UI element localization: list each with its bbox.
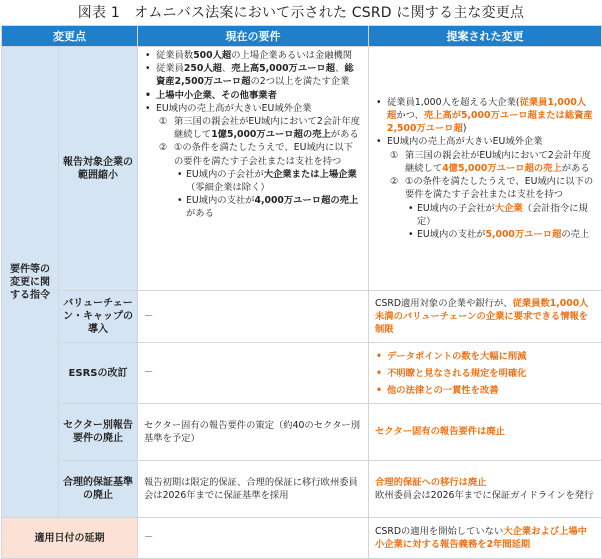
table-row-value-chain [2, 291, 602, 343]
list-subsubitem: • EU域内の支社が4,000万ユーロ超の売上がある [144, 194, 362, 220]
table-row-scope [2, 47, 602, 291]
proposed-delay: CSRDの適用を開始していない大企業および上場中小企業に対する報告義務を2年間延期 [369, 518, 602, 559]
current-esrs: － [138, 343, 369, 404]
row-label-sector: セクター別報告要件の廃止 [59, 404, 138, 461]
proposed-assurance: 合理的保証への移行は廃止 欧州委員会は2026年までに保証ガイドラインを発行 [369, 461, 602, 518]
table-row-assurance [2, 461, 602, 518]
group-label: 要件等の変更に関する指令 [2, 47, 59, 518]
list-item: • 従業員250人超、売上高5,000万ユーロ超、総資産2,500万ユーロ超の2つ以上を満たす企業 [144, 62, 362, 88]
row-label-esrs: ESRSの改訂 [59, 343, 138, 404]
proposed-esrs [369, 343, 602, 404]
header-change-point: 変更点 [2, 26, 138, 47]
table-row-sector [2, 404, 602, 461]
current-delay: － [138, 518, 369, 559]
list-subsubitem: • EU域内の子会社が大企業または上場企業（零細企業は除く） [144, 168, 362, 194]
list-item: • 従業員1,000人を超える大企業(従業員1,000人超かつ、売上高が5,000万ユーロ超または総資産2,500万ユーロ超) [375, 96, 595, 136]
header-row [2, 26, 602, 47]
proposed-value-chain: CSRD適用対象の企業や銀行が、従業員数1,000人未満のバリューチェーンの企業に要求できる情報を制限 [369, 291, 602, 343]
row-label-value-chain: バリューチェーン・キャップの導入 [59, 291, 138, 343]
list-item: • データポイントの数を大幅に削減 [375, 348, 595, 365]
list-item: • 上場中小企業、その他事業者 [144, 89, 362, 102]
list-item: • 他の法律との一貫性を改善 [375, 382, 595, 399]
current-sector: セクター固有の報告要件の策定（約40のセクター別基準を予定） [138, 404, 369, 461]
changes-table [1, 25, 602, 559]
list-subitem: ① 第三国の親会社がEU域内において2会計年度継続して4億5,000万ユーロ超の売上がある [390, 149, 591, 174]
list-subitem: ② ①の条件を満たしたうえで、EU域内に以下の要件を満たす子会社または支社を持つ [159, 142, 353, 167]
current-value-chain: － [138, 291, 369, 343]
list-item: • 従業員数500人超の上場企業あるいは金融機関 [144, 49, 362, 62]
current-scope [138, 47, 369, 291]
header-current-requirements: 現在の要件 [138, 26, 369, 47]
list-subitem: ② ①の条件を満たしたうえで、EU域内に以下の要件を満たす子会社または支社を持つ [390, 176, 594, 201]
row-label-scope: 報告対象企業の範囲縮小 [59, 47, 138, 291]
proposed-scope [369, 47, 602, 291]
list-item: • EU域内の売上高が大きいEU域外企業 [144, 102, 362, 115]
current-assurance: 報告初期は限定的保証、合理的保証に移行欧州委員会は2026年までに保証基準を採用 [138, 461, 369, 518]
row-label-delay: 適用日付の延期 [2, 518, 138, 559]
table-row-delay [2, 518, 602, 559]
list-subitem: ① 第三国の親会社がEU域内において2会計年度継続して1億5,000万ユーロ超の売上がある [159, 116, 360, 141]
row-label-assurance: 合理的保証基準の廃止 [59, 461, 138, 518]
list-subsubitem: • EU域内の子会社が大企業（会計指令に規定） [375, 202, 595, 228]
list-item: • 不明瞭と見なされる規定を明確化 [375, 365, 595, 382]
proposed-sector: セクター固有の報告要件は廃止 [369, 404, 602, 461]
header-proposed-changes: 提案された変更 [369, 26, 602, 47]
list-subsubitem: • EU域内の支社が5,000万ユーロ超の売上 [375, 228, 595, 241]
figure-title: 図表 1 オムニバス法案において示された CSRD に関する主な変更点 [77, 5, 525, 21]
list-item: • EU域内の売上高が大きいEU域外企業 [375, 135, 595, 148]
table-row-esrs [2, 343, 602, 404]
